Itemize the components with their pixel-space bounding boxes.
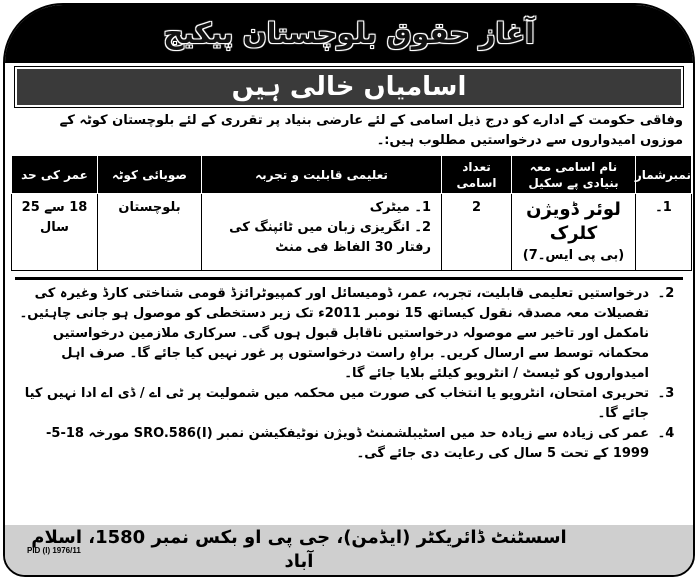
qualification-1: 1۔ میٹرک [369,200,431,215]
contact-address: اسسٹنٹ ڈائریکٹر (ایڈمن)، جی پی او بکس نمبر 1580، اسلام آباد [31,527,567,572]
note-item [15,284,683,384]
job-advertisement [3,3,695,577]
vacancy-banner [15,67,683,107]
col-post: نام اسامی معہ بنیادی پے سکیل [512,156,636,194]
col-quota: صوبائی کوٹہ [98,156,202,194]
note-number: 2۔ [657,286,675,301]
footer [5,525,693,575]
post-name: لوئر ڈویژن کلرک [526,199,621,244]
header-banner [5,5,693,63]
col-serial: نمبرشمار [636,156,692,194]
note-text: تحریری امتحان، انٹرویو یا انتخاب کی صورت میں محکمہ میں شمولیت پر ٹی اے / ڈی اے ادا نہیں کیا جائے گا۔ [24,386,649,421]
col-qualification: تعلیمی قابلیت و تجربہ [202,156,442,194]
col-age: عمر کی حد [12,156,98,194]
vacancy-table [11,155,692,271]
col-count: تعداد اسامی [442,156,512,194]
note-text: درخواستیں تعلیمی قابلیت، تجربہ، عمر، ڈومیسائل اور کمپیوٹرائزڈ قومی شناختی کارڈ وغیرہ کی تفصیلات معہ مصدقہ نقول کیساتھ 15 نومبر 2011ء تک زیر دستخطی کو موصول ہو جانی چاہئیں۔ نامکمل اور تاخیر سے موصولہ درخواستیں ناقابل قبول ہوں گی۔ سرکاری ملازمین درخواستیں محکمانہ توسط سے ارسال کریں۔ براہِ راست درخواستوں پر غور نہیں کیا جائے گا۔ صرف اہل امیدواروں کو ٹیسٹ / انٹرویو کیلئے بلایا جائے گا۔ [19,286,649,381]
note-text: عمر کی زیادہ سے زیادہ حد میں اسٹیبلشمنٹ ڈویژن نوٹیفکیشن نمبر SRO.586(I) مورخہ 18-5-1999 کے تحت 5 سال کی رعایت دی جائے گی۔ [46,426,649,461]
table-header-row [12,156,692,194]
quota-cell: بلوچستان [98,194,202,271]
age-cell: 18 سے 25 سال [12,194,98,271]
ad-title: آغاز حقوق بلوچستان پیکیج [163,17,535,50]
qualification-2: 2۔ انگریزی زبان میں ٹائپنگ کی رفتار 30 الفاظ فی منٹ [229,220,431,255]
notes-section [15,277,683,464]
ad-subtitle: اسامیاں خالی ہیں [231,72,467,102]
note-number: 3۔ [657,386,675,401]
note-item [15,384,683,424]
spacer [5,464,693,525]
qualification-cell [202,194,442,271]
serial-cell: 1۔ [636,194,692,271]
intro-text: وفاقی حکومت کے ادارے کو درج ذیل اسامی کے لئے عارضی بنیاد پر تقرری کے لئے بلوچستان کوٹہ کے موزوں امیدواروں سے درخواستیں مطلوب ہیں:۔ [59,113,683,148]
post-cell [512,194,636,271]
note-number: 4۔ [657,426,675,441]
count-cell: 2 [442,194,512,271]
table-row [12,194,692,271]
post-scale: (بی پی ایس۔7) [522,248,625,263]
note-item [15,424,683,464]
pid-number: PID (I) 1976/11 [27,546,81,555]
